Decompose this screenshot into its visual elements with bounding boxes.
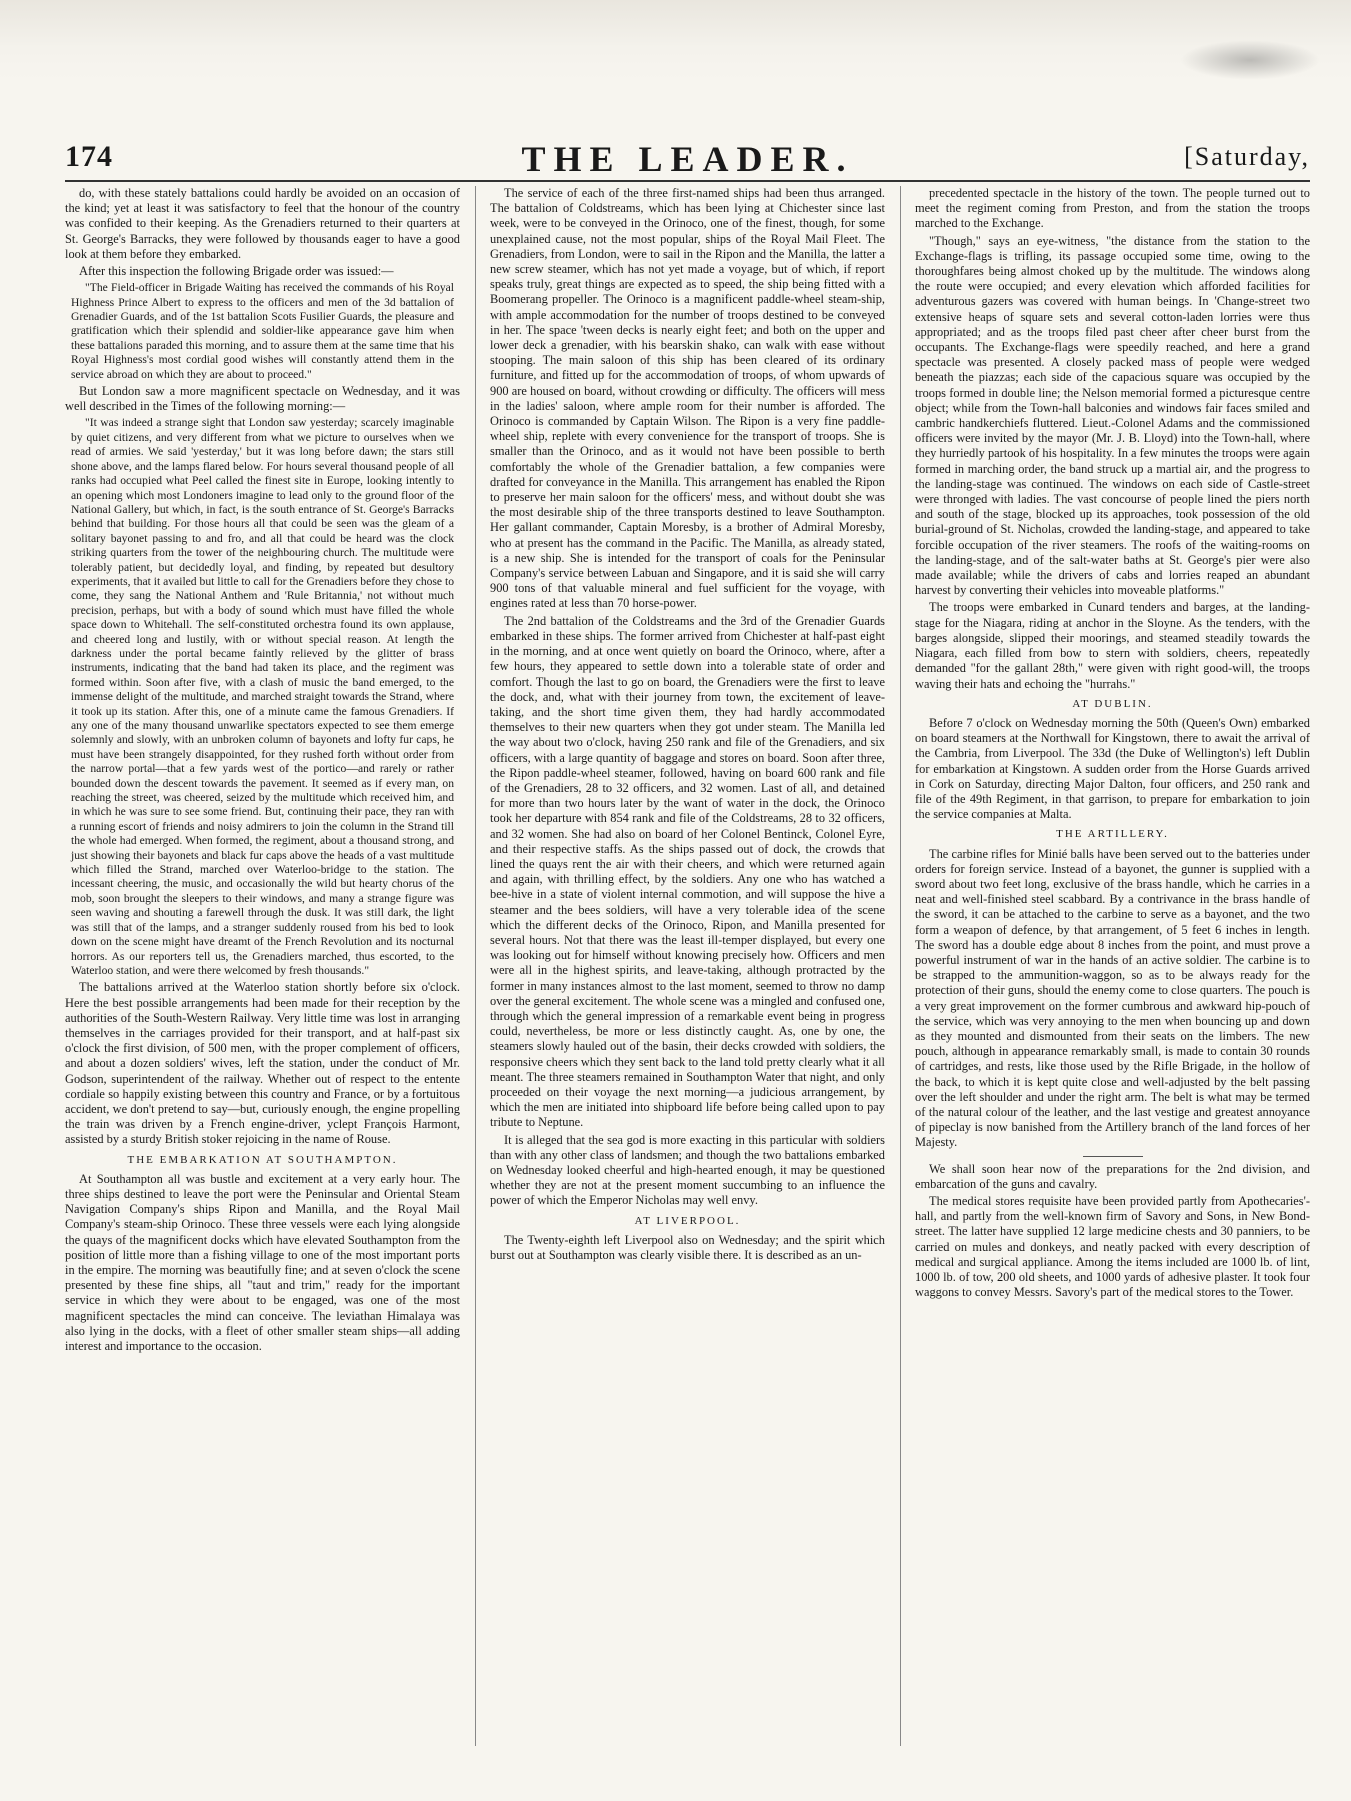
section-heading: THE ARTILLERY. bbox=[1056, 828, 1169, 841]
section-heading: THE EMBARKATION AT SOUTHAMPTON. bbox=[127, 1153, 398, 1166]
column-3 bbox=[915, 186, 1310, 1746]
article-columns bbox=[65, 186, 1310, 1746]
paragraph: At Southampton all was bustle and excitement at a very early hour. The three ships destined to leave the port were the Peninsular and Oriental Steam Navigation Company's ships Ripon and Manilla, and the Royal Mail Company's steam-ship Orinoco. These three vessels were each lying alongside the quays of the magnificent docks which have elevated Southampton from the position of little more than a fishing village to one of the most important ports in the empire. The morning was beautifully fine; and at seven o'clock the scene presented by these fine ships, all "taut and trim," ready for the important service in which they were about to be engaged, was one of the most magnificent spectacles the mind can conceive. The leviathan Himalaya was also lying in the docks, with a fleet of other smaller steam ships—all adding interest and importance to the occasion. bbox=[65, 1171, 460, 1353]
paragraph: We shall soon hear now of the preparations for the 2nd division, and embarcation of the guns and cavalry. bbox=[915, 1161, 1310, 1191]
paragraph: But London saw a more magnificent spectacle on Wednesday, and it was well described in the Times of the following morning:— bbox=[65, 384, 460, 414]
paragraph: The 2nd battalion of the Coldstreams and the 3rd of the Grenadier Guards embarked in these ships. The former arrived from Chichester at half-past eight in the morning, and at once went quietly on board the Orinoco, where, after a few hours, they appeared to settle down into a tolerable state of order and comfort. Though the last to go on board, the Grenadiers were the first to leave the dock, and, what with their journey from town, the excitement of leave-taking, and the short time given them, they had hardly accommodated themselves to their new quarters when they got under steam. The Manilla led the way about two o'clock, having 250 rank and file of the Grenadiers, and six officers, with a large quantity of baggage and stores on board. Soon after three, the Ripon paddle-wheel steamer, followed, having on board 600 rank and file of the Grenadiers, 28 to 32 officers, and 32 women. Last of all, and detained for more than two hours later by the want of water in the dock, the Orinoco took her departure with 854 rank and file of the Coldstreams, 28 to 32 officers, and 32 women. She had also on board of her Colonel Bentinck, Colonel Eyre, and their respective staffs. As the ships passed out of dock, the crowds that lined the quays rent the air with their cheers, and which were returned again and again, with thrilling effect, by the soldiers. Any one who has watched a bee-hive in a state of violent internal commotion, and will suppose the hive a steamer and the bees soldiers, will have a very tolerable idea of the scene which the different decks of the Orinoco, Ripon, and Manilla presented for several hours. Not that there was the least ill-temper displayed, but every one was looking out for himself without knowing precisely how. Officers and men were all in the highest spirits, and leave-taking, although protracted by the former in many instances almost to the last moment, seemed to throw no damp over the general excitement. The whole scene was a mingled and confused one, through which the general impression of a remarkable event being in progress could, nevertheless, be more or less distinctly caught. As, one by one, the steamers slowly hauled out of the basin, their decks crowded with soldiers, the responsive cheers which they sent back to the land told pretty clearly what it all meant. The three steamers remained in Southampton Water that night, and only proceeded on their voyage the next morning—a judicious arrangement, by which the men are initiated into shipboard life before being called upon to pay tribute to Neptune. bbox=[490, 613, 885, 1130]
column-1 bbox=[65, 186, 460, 1746]
paragraph: The service of each of the three first-named ships had been thus arranged. The battalion of Coldstreams, which has been lying at Chichester since last week, were to be conveyed in the Orinoco, one of the finest, though, for some unexplained cause, not the most popular, ships of the Royal Mail Fleet. The Grenadiers, from London, were to sail in the Ripon and the Manilla, the latter a new screw steamer, which has not yet made a voyage, but of which, if report speaks truly, great things are expected as to speed, the ship being fitted with a Boomerang propeller. The Orinoco is a magnificent paddle-wheel steam-ship, with ample accommodation for the number of troops destined to be conveyed in her. The space 'tween decks is nearly eight feet; and both on the upper and lower deck a grenadier, with his bearskin shako, can walk with ease without stooping. The main saloon of this ship has been cleared of its ordinary furniture, and fitted up for the accommodation of troops, of whom upwards of 900 are housed on board, without crowding or difficulty. The officers will mess in the ladies' saloon, where ample room for their number is afforded. The Orinoco is commanded by Captain Wilson. The Ripon is a very fine paddle-wheel ship, replete with every convenience for the transport of troops. She is smaller than the Orinoco, and as it would not have been possible to berth comfortably the whole of the Grenadier battalion, a few companies were drafted for conveyance in the Manilla. This arrangement has enabled the Ripon to preserve her main saloon for the officers' mess, and without doubt she was the most desirable ship of the three transports destined to leave Southampton. Her gallant commander, Captain Moresby, is a brother of Admiral Moresby, who at present has the command in the Pacific. The Manilla, as already stated, is a new ship. She is intended for the transport of coals for the Peninsular Company's service between Labuan and Singapore, and it is said she will carry 900 tons of that valuable mineral and fuel sufficient for the voyage, with engines rated at less than 70 horse-power. bbox=[490, 186, 885, 611]
scan-border bbox=[0, 0, 1351, 80]
paragraph: The carbine rifles for Minié balls have been served out to the batteries under orders for foreign service. Instead of a bayonet, the gunner is supplied with a sword about two feet long, exclusive of the brass handle, which he carries in a neat and well-finished steel scabbard. By a contrivance in the brass handle of the sword, it can be attached to the carbine to serve as a bayonet, and the two form a weapon of defence, by that arrangement, of 5 feet 6 inches in length. The sword has a double edge about 8 inches from the point, and must prove a powerful instrument of war in the hands of an active soldier. The carbine is to be strapped to the ammunition-waggon, so as to be always ready for the protection of their guns, should the enemy come to close quarters. The pouch is a very great improvement on the former cumbrous and awkward hip-pouch of the service, which was very annoying to the men when bouncing up and down as they mounted and dismounted from their seats on the limbers. The new pouch, although in appearance remarkably small, is made to contain 30 rounds of cartridges, and rests, like those used by the Rifle Brigade, in the hollow of the back, to which it is kept quite close and well-adjusted by the belt passing over the left shoulder and under the right arm. The belt is what may be termed of the natural colour of the leather, and the last vestige and greatest annoyance of pipeclay is now banished from the Artillery branch of the land forces of her Majesty. bbox=[915, 846, 1310, 1150]
paragraph: It is alleged that the sea god is more exacting in this particular with soldiers than with any other class of landsmen; and though the two battalions embarked on Wednesday looked cheerful and high-hearted enough, it may be questioned whether they are not at the present moment succumbing to an influence the power of which the Emperor Nicholas may well envy. bbox=[490, 1132, 885, 1208]
paragraph: do, with these stately battalions could hardly be avoided on an occasion of the kind; yet at least it was satisfactory to feel that the honour of the country was confided to their keeping. As the Grenadiers returned to their quarters at St. George's Barracks, they were followed by thousands eager to have a good look at them before they embarked. bbox=[65, 186, 460, 261]
paragraph: The troops were embarked in Cunard tenders and barges, at the landing-stage for the Niagara, riding at anchor in the Sloyne. As the tenders, with the barges alongside, slipped their moorings, and steamed steadily towards the Niagara, each filled from bow to stern with soldiers, cheers, repeatedly demanded "for the gallant 28th," were given with right good-will, the troops waving their hats and echoing the "hurrahs." bbox=[915, 600, 1310, 691]
paragraph: After this inspection the following Brigade order was issued:— bbox=[79, 264, 394, 279]
paragraph: Before 7 o'clock on Wednesday morning the 50th (Queen's Own) embarked on board steamers at the Northwall for Kingstown, there to await the arrival of the Cambria, from Liverpool. The 33d (the Duke of Wellington's) left Dublin for embarkation at Kingstown. A sudden order from the Horse Guards arrived in Cork on Saturday, directing Major Dalton, four officers, and 250 rank and file of the 49th Regiment, in that garrison, to prepare for embarkation to join the service companies at Malta. bbox=[915, 715, 1310, 822]
section-heading: AT LIVERPOOL. bbox=[634, 1214, 741, 1227]
scan-smudge bbox=[1180, 40, 1320, 80]
times-quote: "It was indeed a strange sight that London saw yesterday; scarcely imaginable by quiet citizens, and very different from what we picture to ourselves when we read of armies. We said 'yesterday,' but it was long before dawn; the stars still shone above, and the lamps flared below. For hours several thousand people of all ranks had occupied what Peel called the finest site in Europe, looking intently to an opening which most Londoners imagine to lead only to the ground floor of the National Gallery, but which, in fact, is the south entrance of St. George's Barracks behind that building. For those hours all that could be seen was the gleam of a solitary bayonet passing to and fro, and all that could be heard was the clock striking quarters from the tower of the neighbouring church. The multitude were tolerably patient, but decidedly loyal, and finding, by repeated but desultory experiments, that it availed but little to call for the Grenadiers before they chose to come, they sang the National Anthem and 'Rule Britannia,' not without much precision, perhaps, but with a body of sound which must have filled the whole space down to Whitehall. The self-constituted orchestra found its own applause, and cheered long and lustily, with or without special reason. At length the darkness under the portal became faintly relieved by the glitter of brass instruments, indicating that the band had taken its place, and the regiment was formed within. Soon after five, with a clash of music the band emerged, to the immense delight of the multitude, and marched straight towards the Strand, where it took up its station. After this, one of a minute came the famous Grenadiers. If any one of the many thousand unwarlike spectators expected to see them emerge solemnly and slowly, with an unbroken column of bayonets and lofty fur caps, he must have been strangely disappointed, for they rushed forth without order from the narrow portal—that a few yards west of the portico—and rarely or rather bounded down the descent towards the pavement. It seemed as if every man, on reaching the street, was cheered, seized by the multitude which received him, and in which he was sure to see some friend. But, continuing their pace, they ran with a running escort of friends and noisy admirers to join the column in the Strand till the whole had emerged. When formed, the regiment, about a thousand strong, and just showing their bayonets and black fur caps above the heads of a vast multitude which filled the Strand, marched over Waterloo-bridge to the station. The incessant cheering, the music, and occasionally the wild but hearty chorus of the mob, soon brought the sleepers to their windows, and many a strange figure was seen waving and shouting a farewell through the dusk. It was still dark, the light was still that of the lamps, and a stranger suddenly roused from his bed to look down on the scene might have dreamt of the French Revolution and its nocturnal horrors. As our reporters tell us, the Grenadiers marched, thus escorted, to the Waterloo station, and were there welcomed by fresh thousands." bbox=[71, 416, 454, 977]
paragraph: The battalions arrived at the Waterloo station shortly before six o'clock. Here the best possible arrangements had been made for their reception by the authorities of the South-Western Railway. Very little time was lost in arranging themselves in the carriages provided for their transport, and at half-past six o'clock the first division, of 500 men, with the proper complement of officers, and about a dozen soldiers' wives, left the station, under the conduct of Mr. Godson, superintendent of the railway. Whether out of respect to the entente cordiale so happily existing between this country and France, or by a fortuitous accident, we don't pretend to say—but, curiously enough, the engine propelling the train was driven by a French engine-driver, yclept François Harmont, assisted by a sturdy British stoker rejoicing in the name of Rouse. bbox=[65, 980, 460, 1147]
masthead bbox=[65, 138, 1310, 178]
page-number: 174 bbox=[65, 140, 113, 173]
section-rule bbox=[1083, 1156, 1143, 1157]
column-divider bbox=[475, 186, 476, 1746]
paragraph: The medical stores requisite have been provided partly from Apothecaries'-hall, and partly from the well-known firm of Savory and Sons, in New Bond-street. The latter have supplied 12 large medicine chests and 30 panniers, to be carried on mules and donkeys, and neatly packed with every description of medical and surgical appliance. Among the items included are 1000 lb. of lint, 1000 lb. of tow, 200 old sheets, and 1000 yards of adhesive plaster. It took four waggons to convey Messrs. Savory's part of the medical stores to the Tower. bbox=[915, 1194, 1310, 1300]
issue-day: [Saturday, bbox=[1184, 142, 1310, 171]
brigade-order-quote: "The Field-officer in Brigade Waiting has received the commands of his Royal Highness Prince Albert to express to the officers and men of the 3d battalion of Grenadier Guards, and of the 1st battalion Scots Fusilier Guards, the pleasure and gratification which their splendid and soldier-like appearance gave him when these battalions paraded this morning, and to assure them at the same time that his Royal Highness's most cordial good wishes will constantly attend them in the service abroad on which they are about to proceed." bbox=[71, 281, 454, 381]
paragraph: precedented spectacle in the history of the town. The people turned out to meet the regiment coming from Preston, and from the station the troops marched to the Exchange. bbox=[915, 186, 1310, 231]
paragraph: "Though," says an eye-witness, "the distance from the station to the Exchange-flags is trifling, its passage occupied some time, owing to the thoroughfares being almost choked up by the multitude. The windows along the route were occupied; and every elevation which afforded facilities for adventurous gazers was covered with human beings. In 'Change-street two extensive heaps of square sets and several cotton-laden lorries were thus appropriated; and as the troops filed past cheer after cheer burst from the occupants. The Exchange-flags were speedily reached, and here a grand spectacle was presented. A closely packed mass of people were wedged beneath the piazzas; each side of the capacious square was occupied by the troops formed in double line; the Nelson memorial formed a picturesque centre object; while from the Town-hall balconies and windows fair faces smiled and cambric handkerchiefs fluttered. Lieut.-Colonel Adams and the commissioned officers were invited by the mayor (Mr. J. B. Lloyd) into the Town-hall, where they hurriedly partook of his hospitality. In a few minutes the troops were again formed in marching order, the band struck up a martial air, and the progress to the landing-stage was continued. The windows on each side of Castle-street were thronged with ladies. The vast concourse of people lined the piers north and south of the stage, blocked up its approaches, took possession of the old burial-ground of St. Nicholas, crowded the landing-stage, and appeared to take forcible occupation of the river steamers. The roofs of the waiting-rooms on the landing-stage, and of the salt-water baths at St. George's pier were also made available; while the drivers of cabs and lorries reaped an abundant harvest by converting their vehicles into moveable platforms." bbox=[915, 233, 1310, 598]
newspaper-title: THE LEADER. bbox=[521, 139, 854, 179]
masthead-rule bbox=[65, 180, 1310, 182]
section-heading: AT DUBLIN. bbox=[1072, 697, 1153, 710]
column-divider bbox=[900, 186, 901, 1746]
paragraph: The Twenty-eighth left Liverpool also on Wednesday; and the spirit which burst out at Southampton was clearly visible there. It is described as an un- bbox=[490, 1232, 885, 1263]
column-2 bbox=[490, 186, 885, 1746]
